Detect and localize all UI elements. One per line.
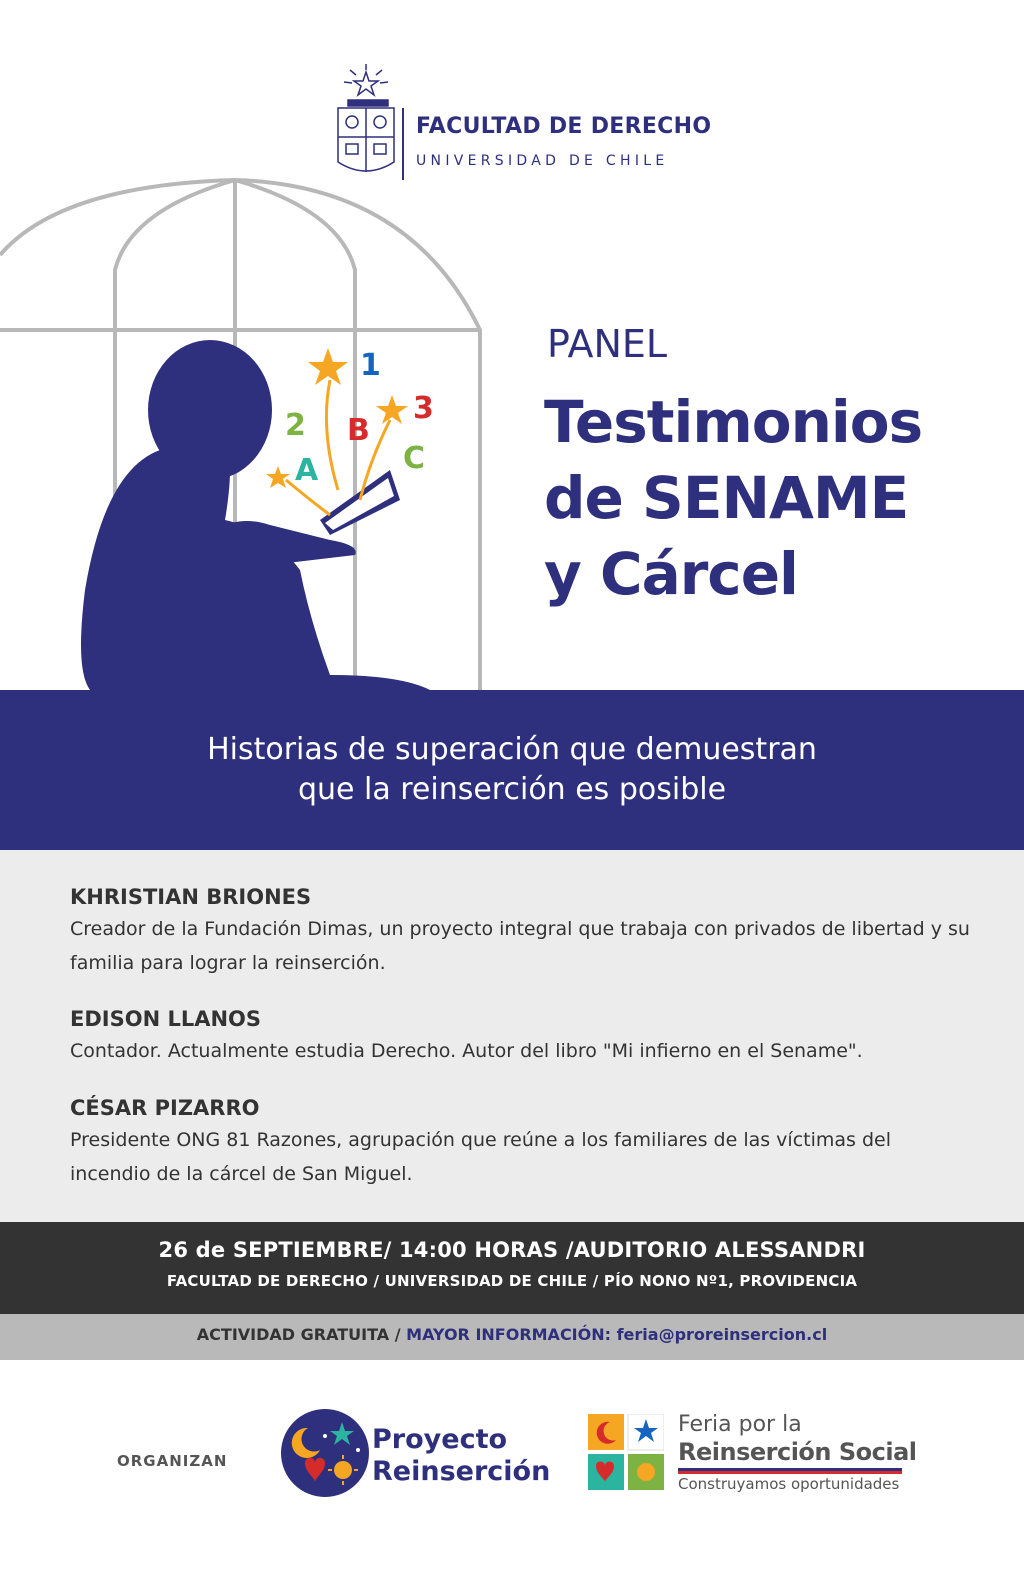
page-title [544, 384, 984, 612]
letter-a: A [295, 453, 319, 488]
event-date-time-venue: 26 de SEPTIEMBRE/ 14:00 HORAS /AUDITORIO ALESSANDRI [158, 1238, 866, 1262]
info-bar [0, 1314, 1024, 1360]
tagline-line-1: Historias de superación que demuestran [207, 732, 817, 767]
speaker-description: Creador de la Fundación Dimas, un proyecto integral que trabaja con privados de libertad y su familia para lograr la reinserción. [70, 918, 970, 974]
feria-name-line-2: Reinserción Social [678, 1438, 917, 1466]
panel-label: PANEL [547, 322, 668, 366]
tagline-line-2: que la reinserción es posible [297, 772, 727, 807]
tagline-banner [0, 690, 1024, 850]
speakers-section [0, 850, 1024, 1222]
feria-slogan: Construyamos oportunidades [678, 1475, 900, 1493]
title-line-1: Testimonios [544, 388, 923, 456]
info-separator: / [394, 1325, 401, 1344]
proyecto-name-line-1: Proyecto [372, 1424, 508, 1455]
proyecto-name-line-2: Reinserción [372, 1456, 551, 1487]
feria-logo [588, 1414, 664, 1490]
university-name: UNIVERSIDAD DE CHILE [416, 153, 669, 169]
speaker-name: EDISON LLANOS [70, 1007, 262, 1031]
speaker-name: KHRISTIAN BRIONES [70, 885, 312, 909]
sun-icon [334, 1461, 352, 1479]
letter-three: 3 [413, 391, 434, 426]
proyecto-reinsercion-logo [280, 1408, 370, 1498]
info-line [0, 1325, 1024, 1344]
speaker-description: Presidente ONG 81 Razones, agrupación que reúne a los familiares de las víctimas del incendio de la cárcel de San Miguel. [70, 1129, 891, 1185]
faculty-name: FACULTAD DE DERECHO [416, 114, 712, 139]
letter-two: 2 [285, 408, 306, 443]
speaker-item [70, 1004, 970, 1068]
organizers-label: ORGANIZAN [117, 1452, 228, 1470]
tagline [0, 730, 1024, 810]
free-activity-label: ACTIVIDAD GRATUITA [196, 1325, 390, 1344]
letter-b: B [347, 413, 370, 448]
feria-divider-red [678, 1471, 902, 1474]
open-book-icon [320, 470, 400, 535]
event-address: FACULTAD DE DERECHO / UNIVERSIDAD DE CHILE / PÍO NONO Nº1, PROVIDENCIA [166, 1272, 858, 1290]
child-silhouette-icon [81, 340, 430, 690]
title-line-3: y Cárcel [544, 540, 798, 608]
title-line-2: de SENAME [544, 464, 909, 532]
speaker-item [70, 1093, 970, 1191]
contact-email-link[interactable]: MAYOR INFORMACIÓN: feria@proreinsercion.cl [406, 1325, 828, 1344]
event-details-bar [0, 1222, 1024, 1314]
university-crest-icon [336, 62, 396, 182]
speaker-item [70, 882, 970, 980]
sun-icon [637, 1463, 655, 1481]
speaker-name: CÉSAR PIZARRO [70, 1096, 260, 1120]
feria-name-line-1: Feria por la [678, 1412, 802, 1437]
speaker-description: Contador. Actualmente estudia Derecho. Autor del libro "Mi infierno en el Sename". [70, 1040, 863, 1062]
child-reading-illustration [0, 170, 520, 700]
letter-c: C [403, 441, 426, 476]
letter-one: 1 [360, 348, 381, 383]
faculty-logo [336, 62, 712, 186]
